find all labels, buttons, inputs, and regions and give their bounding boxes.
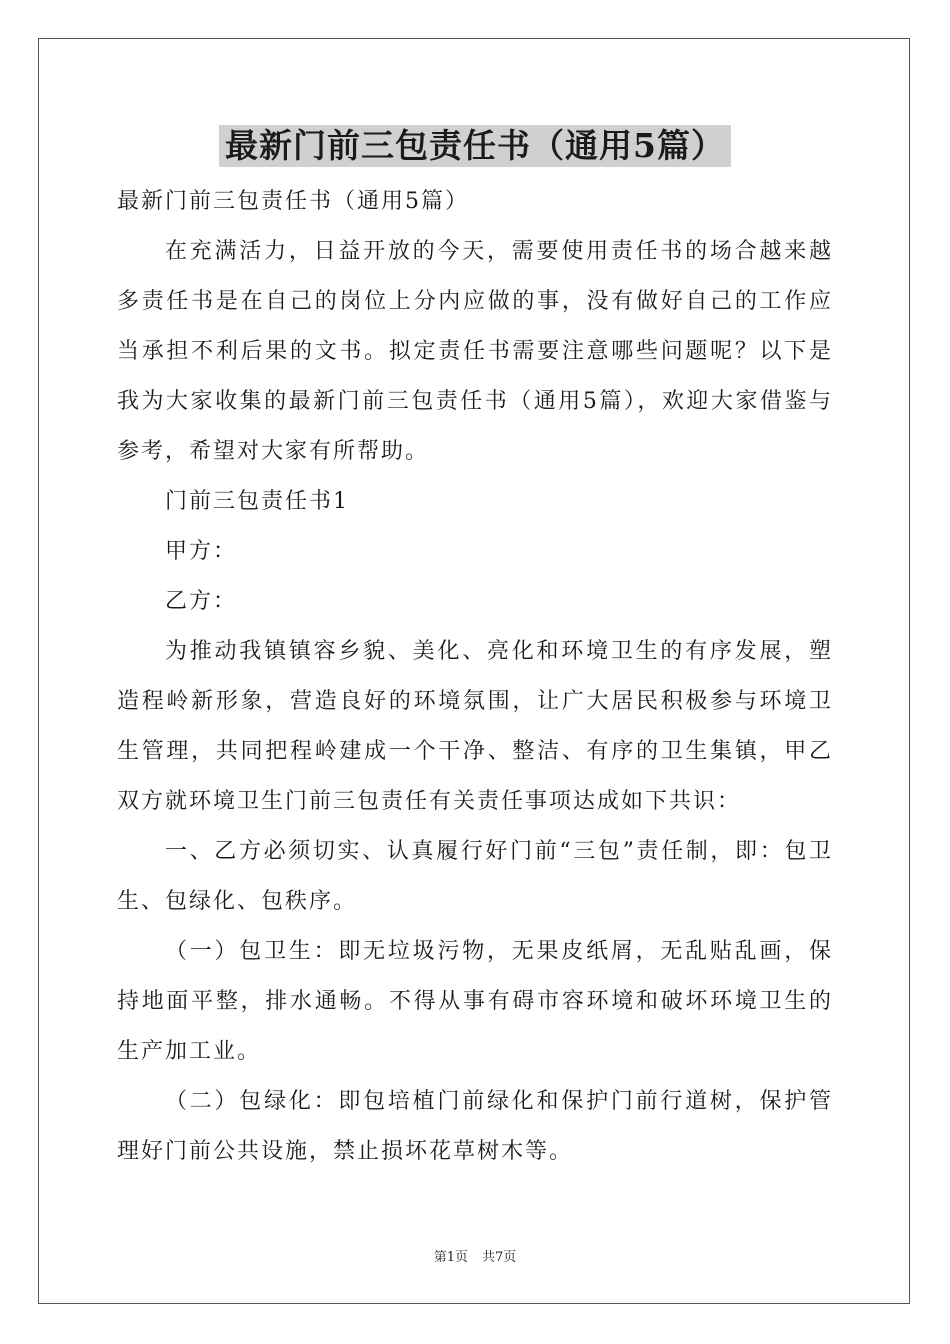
document-body bbox=[117, 177, 833, 1177]
page-number: 第1页 bbox=[433, 1250, 468, 1265]
intro-paragraph: 在充满活力，日益开放的今天，需要使用责任书的场合越来越多责任书是在自己的岗位上分内应做的事，没有做好自己的工作应当承担不利后果的文书。拟定责任书需要注意哪些问题呢？以下是我为大家收集的最新门前三包责任书（通用5篇），欢迎大家借鉴与参考，希望对大家有所帮助。 bbox=[117, 239, 833, 464]
page-footer bbox=[0, 1246, 950, 1265]
purpose-paragraph: 为推动我镇镇容乡貌、美化、亮化和环境卫生的有序发展，塑造程岭新形象，营造良好的环境氛围，让广大居民积极参与环境卫生管理，共同把程岭建成一个干净、整洁、有序的卫生集镇，甲乙双方就环境卫生门前三包责任有关责任事项达成如下共识： bbox=[117, 639, 833, 814]
party-b-line: 乙方： bbox=[165, 589, 238, 614]
subtitle-paragraph: 最新门前三包责任书（通用5篇） bbox=[117, 189, 469, 214]
page-total: 共7页 bbox=[482, 1250, 517, 1265]
clause-sanitation-paragraph: （一）包卫生：即无垃圾污物，无果皮纸屑，无乱贴乱画，保持地面平整，排水通畅。不得从事有碍市容环境和破坏环境卫生的生产加工业。 bbox=[117, 939, 833, 1064]
document-title-text: 最新门前三包责任书（通用5篇） bbox=[219, 125, 731, 167]
party-a-line: 甲方： bbox=[165, 539, 238, 564]
document-title bbox=[0, 125, 950, 167]
clause-one-paragraph: 一、乙方必须切实、认真履行好门前“三包”责任制，即：包卫生、包绿化、包秩序。 bbox=[117, 839, 833, 914]
section-heading: 门前三包责任书1 bbox=[165, 489, 349, 514]
clause-greening-paragraph: （二）包绿化：即包培植门前绿化和保护门前行道树，保护管理好门前公共设施，禁止损坏花草树木等。 bbox=[117, 1089, 833, 1164]
